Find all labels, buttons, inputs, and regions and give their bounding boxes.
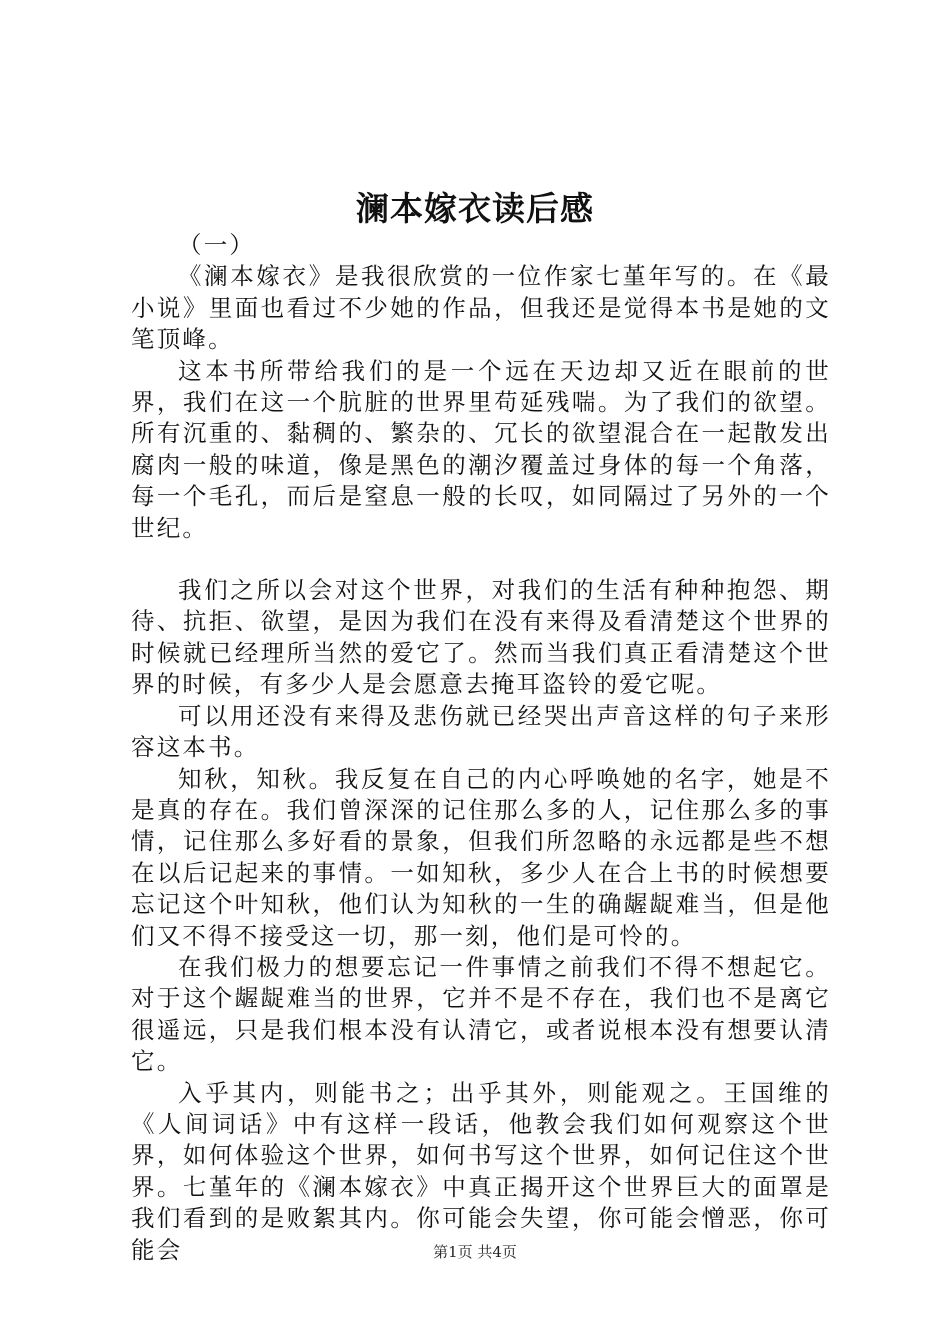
- page-number-footer: 第1页 共4页: [433, 1243, 517, 1261]
- paragraph-5: 知秋，知秋。我反复在自己的内心呼唤她的名字，她是不是真的存在。我们曾深深的记住那么多的人，记住那么多的事情，记住那么多好看的景象，但我们所忽略的永远都是些不想在以后记起来的事情。一如知秋，多少人在合上书的时候想要忘记这个叶知秋，他们认为知秋的一生的确龌龊难当，但是他们又不得不接受这一切，那一刻，他们是可怜的。: [131, 764, 831, 950]
- paragraph-4: 可以用还没有来得及悲伤就已经哭出声音这样的句子来形容这本书。: [131, 701, 831, 762]
- paragraph-6: 在我们极力的想要忘记一件事情之前我们不得不想起它。对于这个龌龊难当的世界，它并不是不存在，我们也不是离它很遥远，只是我们根本没有认清它，或者说根本没有想要认清它。: [131, 952, 831, 1076]
- paragraph-1: 《澜本嫁衣》是我很欣赏的一位作家七堇年写的。在《最小说》里面也看过不少她的作品，但我还是觉得本书是她的文笔顶峰。: [131, 262, 831, 354]
- paragraph-7: 入乎其内，则能书之；出乎其外，则能观之。王国维的《人间词话》中有这样一段话，他教会我们如何观察这个世界，如何体验这个世界，如何书写这个世界，如何记住这个世界。七堇年的《澜本嫁衣》中真正揭开这个世界巨大的面罩是我们看到的是败絮其内。你可能会失望，你可能会憎恶，你可能会: [131, 1078, 831, 1264]
- paragraph-3: 我们之所以会对这个世界，对我们的生活有种种抱怨、期待、抗拒、欲望，是因为我们在没有来得及看清楚这个世界的时候就已经理所当然的爱它了。然而当我们真正看清楚这个世界的时候，有多少人是会愿意去掩耳盗铃的爱它呢。: [131, 576, 831, 699]
- document-title: 澜本嫁衣读后感: [356, 189, 594, 228]
- paragraph-2: 这本书所带给我们的是一个远在天边却又近在眼前的世界，我们在这一个肮脏的世界里苟延残喘。为了我们的欲望。所有沉重的、黏稠的、繁杂的、冗长的欲望混合在一起散发出腐肉一般的味道，像是黑色的潮汐覆盖过身体的每一个角落，每一个毛孔，而后是窒息一般的长叹，如同隔过了另外的一个世纪。: [131, 356, 831, 542]
- document-body: [131, 230, 831, 1266]
- section-marker: （一）: [178, 231, 256, 259]
